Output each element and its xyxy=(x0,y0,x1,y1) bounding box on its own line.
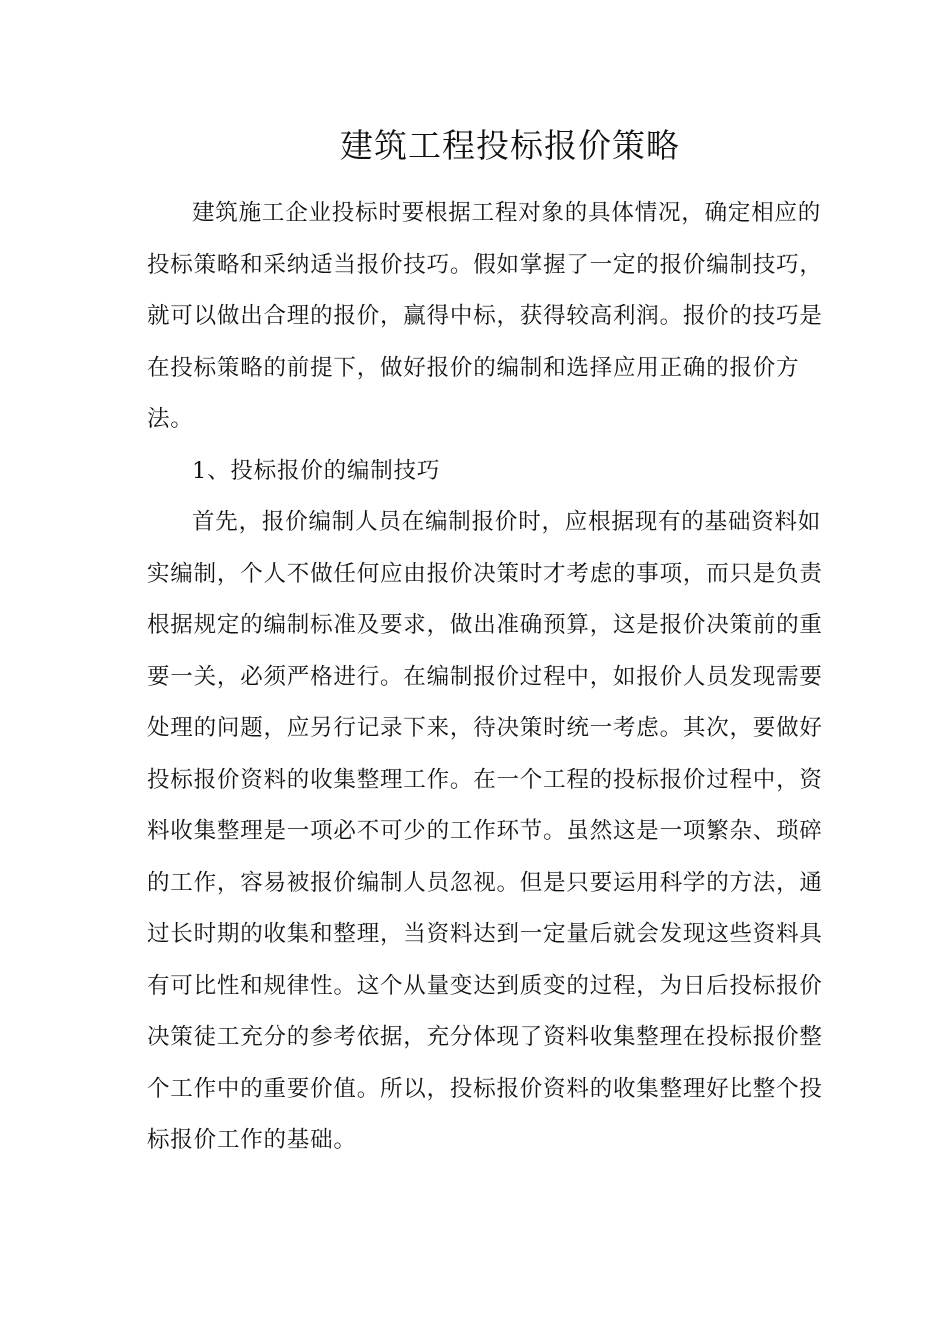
document-title: 建筑工程投标报价策略 xyxy=(340,126,680,165)
text-line: 有可比性和规律性。这个从量变达到质变的过程，为日后投标报价 xyxy=(147,972,823,999)
text-line: 投标策略和采纳适当报价技巧。假如掌握了一定的报价编制技巧， xyxy=(147,251,823,278)
text-line: 决策徒工充分的参考依据，充分体现了资料收集整理在投标报价整 xyxy=(147,1024,823,1050)
text-line: 的工作，容易被报价编制人员忽视。但是只要运用科学的方法，通 xyxy=(147,869,823,896)
text-line: 处理的问题，应另行记录下来，待决策时统一考虑。其次，要做好 xyxy=(147,715,823,741)
section-heading xyxy=(147,446,807,498)
text-line: 投标报价资料的收集整理工作。在一个工程的投标报价过程中，资 xyxy=(147,766,823,793)
text-line: 首先，报价编制人员在编制报价时，应根据现有的基础资料如 xyxy=(192,509,822,535)
text-line: 标报价工作的基础。 xyxy=(147,1127,357,1153)
text-line: 要一关，必须严格进行。在编制报价过程中，如报价人员发现需要 xyxy=(147,663,823,690)
text-line: 料收集整理是一项必不可少的工作环节。虽然这是一项繁杂、琐碎 xyxy=(147,818,823,844)
paragraph-compilation xyxy=(147,497,823,1167)
text-line: 法。 xyxy=(147,406,194,432)
text-line: 个工作中的重要价值。所以，投标报价资料的收集整理好比整个投 xyxy=(147,1075,823,1102)
text-line: 建筑施工企业投标时要根据工程对象的具体情况，确定相应的 xyxy=(192,200,822,226)
text-line: 就可以做出合理的报价，赢得中标，获得较高利润。报价的技巧是 xyxy=(147,303,823,329)
document-body xyxy=(147,188,823,1167)
text-line: 根据规定的编制标准及要求，做出准确预算，这是报价决策前的重 xyxy=(147,612,823,638)
text-line: 实编制，个人不做任何应由报价决策时才考虑的事项，而只是负责 xyxy=(147,560,823,587)
text-line: 过长时期的收集和整理，当资料达到一定量后就会发现这些资料具 xyxy=(147,921,823,947)
paragraph-intro xyxy=(147,188,823,446)
text-line: 在投标策略的前提下，做好报价的编制和选择应用正确的报价方 xyxy=(147,354,800,381)
heading-line: 1、投标报价的编制技巧 xyxy=(192,457,441,484)
